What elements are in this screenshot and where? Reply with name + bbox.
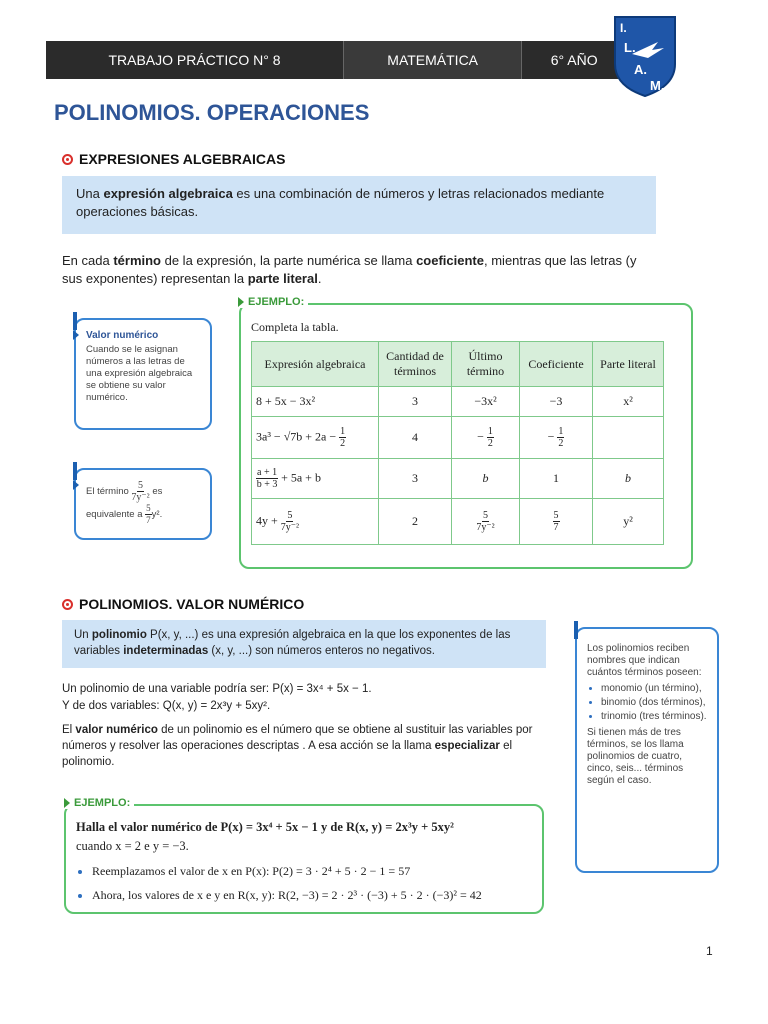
table-cell: $\frac{5}{7}$: [520, 499, 593, 545]
definition-box: Una expresión algebraica es una combinación de números y letras relacionados mediante operaciones básicas.: [62, 176, 656, 234]
note-intro: Los polinomios reciben nombres que indican cuántos términos poseen:: [587, 643, 702, 678]
polinomio-examples: [62, 681, 542, 715]
example-condition: cuando x = 2 e y = −3.: [76, 839, 189, 853]
table-cell: $\frac{a + 1}{b + 3}$ + 5a + b: [252, 459, 379, 499]
table-cell: 3: [379, 387, 452, 417]
table-row: [252, 459, 664, 499]
table-cell: [593, 417, 664, 459]
section-heading-expresiones: EXPRESIONES ALGEBRAICAS: [62, 151, 285, 167]
list-item: • Ahora, los valores de x e y en R(x, y): R(2, −3) = 2 · 2³ · (−3) + 5 · 2 · (−3)² = 42: [92, 884, 538, 906]
polinomio-definition-box: Un polinomio P(x, y, ...) es una expresión algebraica en la que los exponentes de las variables indeterminadas (x, y, ...) son números enteros no negativos.: [62, 620, 546, 668]
table-cell: 1: [520, 459, 593, 499]
note-text: Cuando se le asignan números a las letras de una expresión algebraica se obtiene su valor numérico.: [86, 344, 193, 403]
section-heading-polinomios: POLINOMIOS. VALOR NUMÉRICO: [62, 596, 304, 612]
svg-text:I.: I.: [620, 21, 627, 35]
table-header: Cantidad de términos: [379, 342, 452, 387]
header-bar: [46, 41, 626, 79]
list-item: • binomio (dos términos),: [601, 697, 707, 709]
terms-table: [251, 341, 664, 545]
table-cell: 3a³ − √7b + 2a − $\frac{1}{2}$: [252, 417, 379, 459]
svg-text:L.: L.: [624, 40, 636, 55]
note-valor-numerico: [74, 318, 212, 430]
table-cell: 4: [379, 417, 452, 459]
list-item: • monomio (un término),: [601, 683, 707, 695]
table-cell: b: [452, 459, 520, 499]
at-bullet-icon: [62, 599, 73, 610]
page-number: 1: [706, 944, 713, 958]
table-cell: x²: [593, 387, 664, 417]
example-instruction: Completa la tabla.: [251, 320, 339, 334]
table-row: [252, 499, 664, 545]
table-header-row: [252, 342, 664, 387]
example-line: Un polinomio de una variable podría ser: P(x) = 3x⁴ + 5x − 1.: [62, 683, 372, 695]
example-label: EJEMPLO:: [60, 797, 134, 809]
table-cell: − $\frac{1}{2}$: [452, 417, 520, 459]
note-arrow-icon: [73, 330, 79, 340]
table-cell: b: [593, 459, 664, 499]
note-title: Valor numérico: [86, 330, 159, 341]
table-header: Coeficiente: [520, 342, 593, 387]
table-row: [252, 417, 664, 459]
page-title: POLINOMIOS. OPERACIONES: [54, 100, 370, 125]
header-trabajo: TRABAJO PRÁCTICO N° 8: [46, 41, 343, 79]
note-outro: Si tienen más de tres términos, se los llama polinomios de cuatro, cinco, seis... términos según el caso.: [587, 727, 684, 786]
table-header: Expresión algebraica: [252, 342, 379, 387]
school-logo: [612, 14, 678, 98]
table-header: Parte literal: [593, 342, 664, 387]
coeficiente-paragraph: En cada término de la expresión, la parte numérica se llama coeficiente, mientras que las letras (y sus exponentes) representan la parte literal.: [62, 253, 637, 286]
svg-text:M.: M.: [650, 78, 665, 93]
note-termino-equivalente: El término $\frac{5}{\text{7y⁻²}}$ es equivalente a $\frac{5}{7}$ y².: [74, 468, 212, 540]
note-nombres-polinomios: [575, 627, 719, 873]
table-header: Último término: [452, 342, 520, 387]
example-line: Y de dos variables: Q(x, y) = 2x³y + 5xy².: [62, 700, 271, 712]
example-arrow-icon: [64, 798, 70, 808]
table-cell: y²: [593, 499, 664, 545]
list-item: • trinomio (tres términos).: [601, 711, 707, 723]
example-valor-content: [76, 818, 538, 908]
example-statement: Halla el valor numérico de P(x) = 3x⁴ + 5x − 1 y de R(x, y) = 2x³y + 5xy²: [76, 820, 454, 834]
note-arrow-icon: [73, 480, 79, 490]
table-cell: 4y + $\frac{5}{\text{7y⁻²}}$: [252, 499, 379, 545]
table-row: [252, 387, 664, 417]
at-bullet-icon: [62, 154, 73, 165]
list-item: • Reemplazamos el valor de x en P(x): P(2) = 3 · 2⁴ + 5 · 2 − 1 = 57: [92, 860, 538, 882]
table-cell: 2: [379, 499, 452, 545]
example-arrow-icon: [238, 297, 244, 307]
table-cell: − $\frac{1}{2}$: [520, 417, 593, 459]
header-curso: 6° AÑO: [521, 41, 626, 79]
example-label: EJEMPLO:: [234, 296, 308, 308]
table-cell: 8 + 5x − 3x²: [252, 387, 379, 417]
table-cell: −3: [520, 387, 593, 417]
header-materia: MATEMÁTICA: [343, 41, 521, 79]
table-cell: −3x²: [452, 387, 520, 417]
table-cell: $\frac{5}{\text{7y⁻²}}$: [452, 499, 520, 545]
svg-text:A.: A.: [634, 62, 647, 77]
valor-numerico-paragraph: El valor numérico de un polinomio es el número que se obtiene al sustituir las variables por números y resolver las operaciones descriptas . A esa acción se la llama especializar el polinomio.: [62, 724, 533, 768]
table-cell: 3: [379, 459, 452, 499]
